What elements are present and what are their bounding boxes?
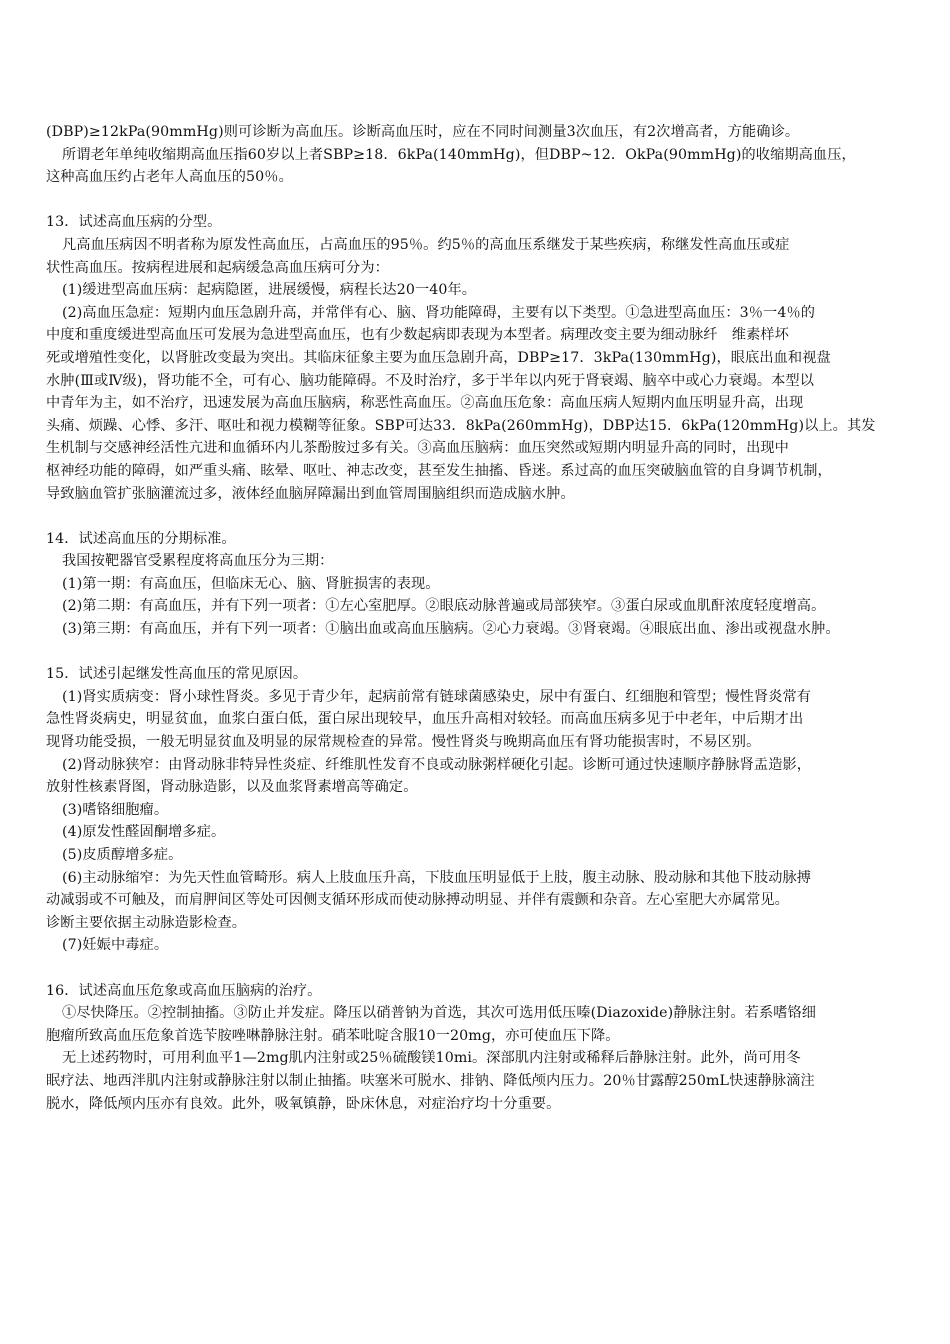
text-line: 中青年为主，如不治疗，迅速发展为高血压脑病，称恶性高血压。②高血压危象：高血压病人短期内血压明显升高，出现: [46, 395, 804, 412]
question-16-section: [46, 980, 912, 1116]
text-line: 诊断主要依据主动脉造影检查。: [46, 914, 247, 931]
text-line: (4)原发性醛固酮增多症。: [62, 824, 226, 841]
text-line: 凡高血压病因不明者称为原发性高血压，占高血压的95％。约5％的高血压系继发于某些疾病，称继发性高血压或症: [62, 236, 790, 253]
text-line: 这种高血压约占老年人高血压的50％。: [46, 169, 293, 186]
text-line: 枢神经功能的障碍，如严重头痛、眩晕、呕吐、神志改变，甚至发生抽搐、昏迷。系过高的血压突破脑血管的自身调节机制，: [46, 462, 832, 479]
text-line: (3)嗜铬细胞瘤。: [62, 801, 169, 818]
text-line: (2)肾动脉狭窄：由肾动脉非特异性炎症、纤维肌性发育不良或动脉粥样硬化引起。诊断可通过快速顺序静脉肾盂造影，: [62, 756, 812, 773]
text-line: 水肿(Ⅲ或Ⅳ级)，肾功能不全，可有心、脑功能障碍。不及时治疗，多于半年以内死于肾衰竭、脑卒中或心力衰竭。本型以: [46, 372, 814, 389]
text-line: 中度和重度缓进型高血压可发展为急进型高血压，也有少数起病即表现为本型者。病理改变主要为细动脉纤 维素样坏: [46, 327, 789, 344]
question-14-section: [46, 528, 912, 641]
intro-section: [46, 121, 912, 189]
text-line: (6)主动脉缩窄：为先天性血管畸形。病人上肢血压升高，下肢血压明显低于上肢，腹主动脉、股动脉和其他下肢动脉搏: [62, 869, 812, 886]
text-line: (2)高血压急症：短期内血压急剧升高，并常伴有心、脑、肾功能障碍，主要有以下类型。①急进型高血压：3％一4％的: [62, 304, 816, 321]
text-line: 导致脑血管扩张脑灌流过多，液体经血脑屏障漏出到血管周围脑组织而造成脑水肿。: [46, 485, 575, 502]
text-line: 所谓老年单纯收缩期高血压指60岁以上者SBP≥18．6kPa(140mmHg)，但DBP~12．OkPa(90mmHg)的收缩期高血压，: [62, 146, 856, 163]
text-line: (7)妊娠中毒症。: [62, 937, 169, 954]
text-line: 动减弱或不可触及，而肩胛间区等处可因侧支循环形成而使动脉搏动明显、并伴有震颤和杂音。左心室肥大亦属常见。: [46, 892, 789, 909]
text-line: (1)第一期：有高血压，但临床无心、脑、肾脏损害的表现。: [62, 575, 440, 592]
text-line: 生机制与交感神经活性亢进和血循环内儿茶酚胺过多有关。③高血压脑病：血压突然或短期内明显升高的同时，出现中: [46, 440, 789, 457]
text-line: (5)皮质醇增多症。: [62, 847, 183, 863]
text-line: 无上述药物时，可用利血平1—2mg肌内注射或25％硫酸镁10mi。深部肌内注射或稀释后静脉注射。此外，尚可用冬: [62, 1050, 801, 1067]
text-line: 我国按靶器官受累程度将高血压分为三期：: [62, 553, 334, 570]
question-heading: 14．试述高血压的分期标准。: [46, 530, 236, 547]
text-line: 状性高血压。按病程进展和起病缓急高血压病可分为：: [46, 259, 389, 276]
text-line: 头痛、烦躁、心悸、多汗、呕吐和视力模糊等征象。SBP可达33．8kPa(260mmHg)，DBP达15．6kPa(120mmHg)以上。其发: [46, 417, 876, 434]
text-line: 脱水，降低颅内压亦有良效。此外，吸氧镇静，卧床休息，对症治疗均十分重要。: [46, 1095, 561, 1112]
text-line: 急性肾炎病史，明显贫血，血浆白蛋白低，蛋白尿出现较早，血压升高相对较轻。而高血压病多见于中老年，中后期才出: [46, 711, 804, 728]
question-13-section: [46, 211, 912, 505]
text-line: 胞瘤所致高血压危象首选苄胺唑啉静脉注射。硝苯吡啶含服10一20mg，亦可使血压下降。: [46, 1027, 620, 1044]
question-heading: 16．试述高血压危象或高血压脑病的治疗。: [46, 982, 322, 999]
text-line: (2)第二期：有高血压，并有下列一项者：①左心室肥厚。②眼底动脉普遍或局部狭窄。③蛋白尿或血肌酐浓度轻度增高。: [62, 598, 826, 615]
text-line: 放射性核素肾图，肾动脉造影，以及血浆肾素增高等确定。: [46, 779, 418, 796]
question-15-section: [46, 663, 912, 957]
text-line: 现肾功能受损，一般无明显贫血及明显的尿常规检查的异常。慢性肾炎与晚期高血压有肾功能损害时，不易区别。: [46, 734, 761, 751]
question-heading: 15．试述引起继发性高血压的常见原因。: [46, 666, 308, 683]
text-line: (DBP)≥12kPa(90mmHg)则可诊断为高血压。诊断高血压时，应在不同时间测量3次血压，有2次增高者，方能确诊。: [46, 124, 800, 140]
text-line: ①尽快降压。②控制抽搐。③防止并发症。降压以硝普钠为首选，其次可选用低压嗪(Diazoxide)静脉注射。若系嗜铬细: [62, 1005, 817, 1022]
text-line: (1)肾实质病变：肾小球性肾炎。多见于青少年，起病前常有链球菌感染史，尿中有蛋白、红细胞和管型；慢性肾炎常有: [62, 688, 812, 705]
document-page: [46, 121, 912, 1115]
text-line: (3)第三期：有高血压，并有下列一项者：①脑出血或高血压脑病。②心力衰竭。③肾衰竭。④眼底出血、渗出或视盘水肿。: [62, 621, 840, 638]
question-heading: 13．试述高血压病的分型。: [46, 214, 222, 231]
text-line: (1)缓进型高血压病：起病隐匿，进展缓慢，病程长达20一40年。: [62, 282, 477, 299]
text-line: 眠疗法、地西泮肌内注射或静脉注射以制止抽搐。呋塞米可脱水、排钠、降低颅内压力。20％甘露醇250mL快速静脉滴注: [46, 1072, 815, 1089]
text-line: 死或增殖性变化，以肾脏改变最为突出。其临床征象主要为血压急剧升高，DBP≥17．3kPa(130mmHg)，眼底出血和视盘: [46, 349, 831, 366]
